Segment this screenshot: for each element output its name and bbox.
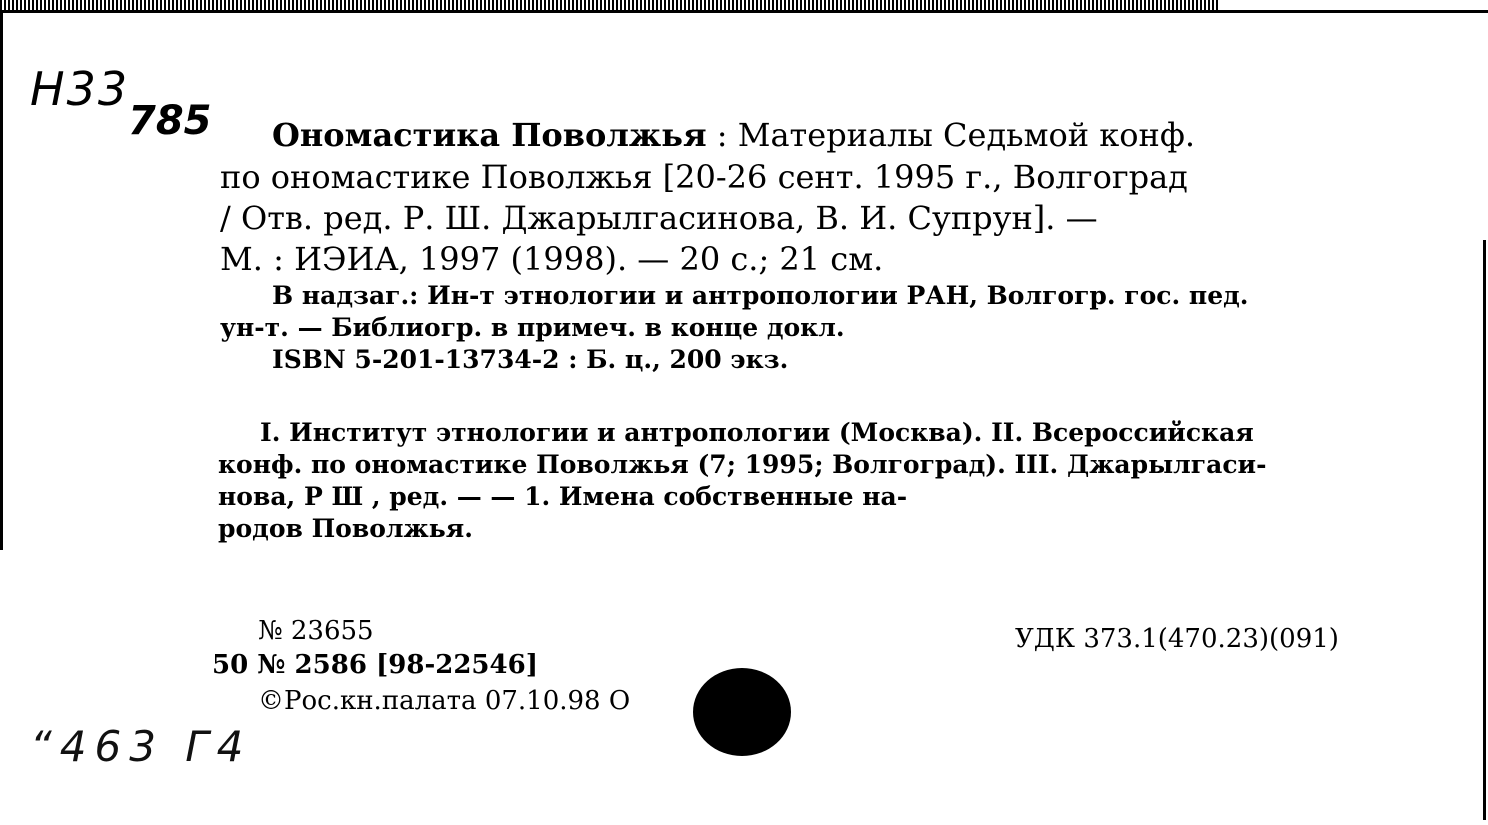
card-border-left [0,10,3,550]
isbn-line: ISBN 5-201-13734-2 : Б. ц., 200 экз. [272,345,789,374]
udc-code: УДК 373.1(470.23)(091) [1015,624,1339,654]
handwritten-inventory-note: “463 Г4 [30,722,252,771]
title-line-3: / Отв. ред. Р. Ш. Джарылгасинова, В. И. Супрун]. — [220,199,1098,237]
title-line-1 [272,116,1195,154]
subject-line-3: нова, Р Ш , ред. — — 1. Имена собственные на- [218,482,908,511]
note-line-2: ун-т. — Библиогр. в примеч. в конце докл. [220,313,845,342]
imprint-line: М. : ИЭИА, 1997 (1998). — 20 с.; 21 см. [220,240,884,278]
card-border-right [1483,240,1486,820]
book-chamber-stamp: ©Рос.кн.палата 07.10.98 О [258,686,631,716]
punch-hole [693,668,791,756]
registration-number: 50 № 2586 [98-22546] [212,650,538,680]
handwritten-call-number: Н33 [30,62,130,116]
subject-line-4: родов Поволжья. [218,514,473,543]
card-number: № 23655 [258,616,374,646]
card-border-top [0,10,1488,13]
subject-line-1: I. Институт этнологии и антропологии (Москва). II. Всероссийская [260,418,1254,447]
title-line-2: по ономастике Поволжья [20-26 сент. 1995 г., Волгоград [220,158,1188,196]
card-top-edge [0,0,1220,10]
note-line-1: В надзаг.: Ин-т этнологии и антропологии РАН, Волгогр. гос. пед. [272,281,1249,310]
title-main: Ономастика Поволжья [272,116,707,154]
title-subtitle: : Материалы Седьмой конф. [706,116,1196,154]
subject-line-2: конф. по ономастике Поволжья (7; 1995; Волгоград). III. Джарылгаси- [218,450,1267,479]
handwritten-author-mark: 785 [128,98,212,144]
